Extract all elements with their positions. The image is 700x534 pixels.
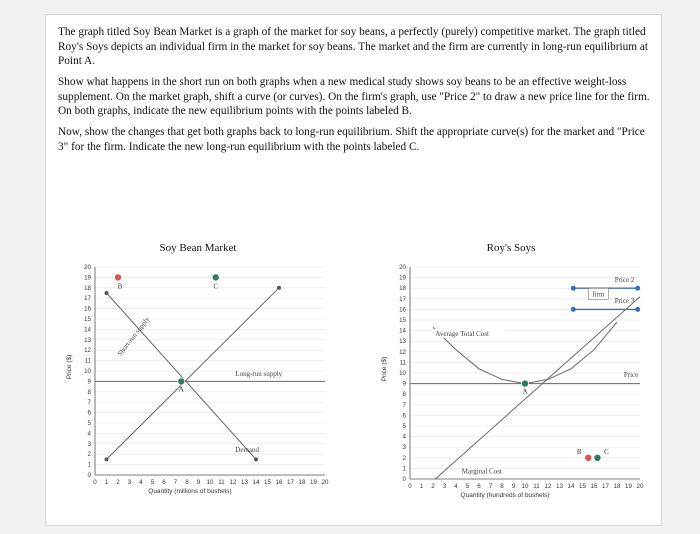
market-point-b-label: B bbox=[117, 282, 123, 291]
firm-x-tick-0: 0 bbox=[408, 483, 412, 490]
curve-short-run-supply-handle-end[interactable] bbox=[277, 286, 281, 290]
market-y-tick-4: 4 bbox=[87, 430, 91, 438]
market-point-c[interactable] bbox=[212, 274, 219, 281]
firm-y-tick-5: 5 bbox=[402, 423, 406, 430]
firm-y-tick-2: 2 bbox=[402, 454, 406, 462]
market-y-tick-5: 5 bbox=[87, 420, 91, 427]
firm-y-tick-12: 12 bbox=[399, 348, 406, 356]
firm-x-tick-4: 4 bbox=[454, 483, 458, 490]
market-x-axis-label: Quantity (millions of bushels) bbox=[148, 488, 232, 495]
firm-x-tick-16: 16 bbox=[590, 483, 598, 490]
market-y-axis-label: Price ($) bbox=[66, 354, 73, 380]
market-point-c-label: C bbox=[213, 282, 219, 291]
curve-demand-label: Demand bbox=[235, 446, 260, 455]
market-x-tick-8: 8 bbox=[185, 479, 189, 486]
curve-price-2-handle-start[interactable] bbox=[571, 286, 576, 291]
market-x-tick-0: 0 bbox=[93, 479, 97, 486]
curve-price-3-handle-end[interactable] bbox=[635, 307, 640, 312]
market-y-tick-3: 3 bbox=[87, 440, 91, 448]
firm-point-b-label: B bbox=[576, 447, 582, 456]
curve-marginal-cost-label: Marginal Cost bbox=[461, 467, 502, 476]
firm-point-b[interactable] bbox=[585, 454, 592, 461]
market-x-tick-5: 5 bbox=[150, 479, 155, 486]
market-y-tick-20: 20 bbox=[84, 264, 91, 271]
firm-y-tick-19: 19 bbox=[399, 274, 406, 282]
market-x-tick-4: 4 bbox=[139, 479, 143, 486]
firm-y-tick-10: 10 bbox=[399, 370, 406, 377]
firm-x-tick-18: 18 bbox=[613, 483, 621, 490]
market-x-tick-18: 18 bbox=[298, 479, 306, 486]
market-x-tick-6: 6 bbox=[162, 479, 166, 486]
market-y-tick-8: 8 bbox=[87, 388, 91, 396]
firm-x-tick-7: 7 bbox=[488, 483, 493, 490]
curve-price-3-label: Price 3 bbox=[614, 297, 635, 306]
firm-tooltip: firm bbox=[592, 290, 605, 299]
firm-point-c[interactable] bbox=[594, 454, 601, 461]
market-y-tick-16: 16 bbox=[84, 305, 91, 313]
instruction-paragraph-3: Now, show the changes that get both graphs back to long-run equilibrium. Shift the appropriate curve(s) for the market and "Price 3" for the firm. Indicate the new long-run equilibrium with the points labeled C. bbox=[58, 126, 645, 153]
instruction-paragraph-1: The graph titled Soy Bean Market is a graph of the market for soy beans, a perfectly (purely) competitive market. The graph titled Roy's Soys depicts an individual firm in the market for soy beans. The market and the firm are currently in long-run equilibrium at Point A. bbox=[58, 26, 649, 68]
firm-y-tick-0: 0 bbox=[402, 476, 406, 483]
firm-y-tick-18: 18 bbox=[399, 285, 406, 293]
firm-x-tick-9: 9 bbox=[511, 483, 516, 490]
instruction-paragraph-2: Show what happens in the short run on both graphs when a new medical study shows soy beans to be an effective weight-loss supplement. On the market graph, shift a curve (or curves). On the firm's graph, use "Price 2" to draw a new price line for the firm. On both graphs, indicate the new equilibrium points with the points labeled B. bbox=[58, 76, 650, 118]
firm-x-tick-11: 11 bbox=[533, 483, 540, 490]
curve-price-label: Price bbox=[623, 371, 639, 380]
market-x-tick-10: 10 bbox=[206, 479, 214, 486]
market-x-tick-19: 19 bbox=[310, 479, 317, 486]
market-x-tick-1: 1 bbox=[104, 479, 109, 486]
market-x-tick-3: 3 bbox=[127, 479, 132, 486]
firm-y-tick-15: 15 bbox=[399, 317, 406, 324]
market-y-tick-19: 19 bbox=[84, 274, 91, 282]
market-x-tick-9: 9 bbox=[196, 479, 201, 486]
curve-long-run-supply-label: Long-run supply bbox=[235, 370, 283, 379]
market-x-tick-7: 7 bbox=[173, 479, 178, 486]
firm-x-tick-6: 6 bbox=[477, 483, 481, 490]
curve-price-3-handle-start[interactable] bbox=[571, 307, 576, 312]
market-y-tick-0: 0 bbox=[87, 472, 91, 479]
curve-price-2-label: Price 2 bbox=[614, 275, 635, 284]
firm-y-tick-3: 3 bbox=[402, 444, 406, 452]
market-x-tick-20: 20 bbox=[321, 479, 329, 486]
market-x-tick-2: 2 bbox=[116, 479, 120, 486]
firm-y-axis-label: Price ($) bbox=[381, 356, 388, 382]
curve-short-run-supply-handle-start[interactable] bbox=[105, 457, 109, 461]
firm-y-tick-13: 13 bbox=[399, 338, 406, 346]
market-y-tick-1: 1 bbox=[87, 461, 91, 469]
market-y-tick-18: 18 bbox=[84, 284, 91, 292]
firm-x-tick-14: 14 bbox=[567, 483, 575, 490]
firm-y-tick-16: 16 bbox=[399, 306, 406, 314]
firm-x-tick-13: 13 bbox=[556, 483, 563, 490]
market-y-tick-17: 17 bbox=[84, 295, 91, 303]
curve-demand-handle-end[interactable] bbox=[254, 457, 258, 461]
firm-y-tick-11: 11 bbox=[399, 359, 406, 367]
firm-y-tick-9: 9 bbox=[402, 380, 406, 388]
curve-short-run-supply-label: Short-run supply bbox=[115, 315, 152, 358]
firm-y-tick-4: 4 bbox=[402, 433, 406, 441]
firm-x-tick-2: 2 bbox=[431, 483, 435, 490]
market-y-tick-13: 13 bbox=[84, 336, 91, 344]
curve-price-2-handle-end[interactable] bbox=[635, 286, 640, 291]
curve-marginal-cost[interactable] bbox=[435, 297, 640, 479]
market-y-tick-9: 9 bbox=[87, 378, 91, 386]
curve-demand-handle-start[interactable] bbox=[105, 291, 109, 295]
firm-title: Roy's Soys bbox=[486, 242, 536, 254]
firm-point-c-label: C bbox=[604, 447, 609, 456]
firm-x-tick-15: 15 bbox=[579, 483, 586, 490]
firm-x-axis-label: Quantity (hundreds of bushels) bbox=[460, 492, 550, 499]
firm-y-tick-8: 8 bbox=[402, 391, 406, 399]
firm-x-tick-12: 12 bbox=[544, 483, 552, 490]
firm-point-a-label: A bbox=[522, 387, 528, 396]
firm-x-tick-17: 17 bbox=[602, 483, 609, 490]
firm-y-tick-7: 7 bbox=[402, 401, 406, 409]
market-x-tick-14: 14 bbox=[252, 479, 260, 486]
firm-point-a[interactable] bbox=[521, 380, 528, 387]
market-y-tick-14: 14 bbox=[84, 326, 91, 334]
market-x-tick-13: 13 bbox=[241, 479, 248, 486]
firm-x-tick-8: 8 bbox=[500, 483, 504, 490]
market-x-tick-17: 17 bbox=[287, 479, 294, 486]
market-y-tick-7: 7 bbox=[87, 399, 91, 407]
firm-y-tick-1: 1 bbox=[402, 465, 406, 473]
market-title: Soy Bean Market bbox=[159, 242, 237, 254]
firm-y-tick-14: 14 bbox=[399, 327, 406, 335]
firm-x-tick-19: 19 bbox=[625, 483, 632, 490]
market-y-tick-12: 12 bbox=[84, 347, 91, 355]
market-y-tick-15: 15 bbox=[84, 316, 91, 323]
market-x-tick-15: 15 bbox=[264, 479, 271, 486]
market-y-tick-11: 11 bbox=[84, 357, 91, 365]
firm-y-tick-20: 20 bbox=[399, 264, 406, 271]
market-y-tick-6: 6 bbox=[87, 409, 91, 417]
firm-x-tick-3: 3 bbox=[442, 483, 447, 490]
firm-x-tick-1: 1 bbox=[419, 483, 424, 490]
market-point-a[interactable] bbox=[178, 378, 185, 385]
market-y-tick-2: 2 bbox=[87, 451, 91, 459]
market-x-tick-11: 11 bbox=[218, 479, 225, 486]
market-y-tick-10: 10 bbox=[84, 368, 91, 375]
market-x-tick-16: 16 bbox=[275, 479, 283, 486]
firm-y-tick-17: 17 bbox=[399, 295, 406, 303]
market-point-b[interactable] bbox=[114, 274, 121, 281]
firm-y-tick-6: 6 bbox=[402, 412, 406, 420]
firm-x-tick-10: 10 bbox=[521, 483, 529, 490]
curve-average-total-cost-label: Average Total Cost bbox=[435, 329, 489, 338]
market-point-a-label: A bbox=[178, 385, 184, 394]
firm-x-tick-5: 5 bbox=[465, 483, 470, 490]
firm-x-tick-20: 20 bbox=[636, 483, 644, 490]
market-x-tick-12: 12 bbox=[229, 479, 237, 486]
